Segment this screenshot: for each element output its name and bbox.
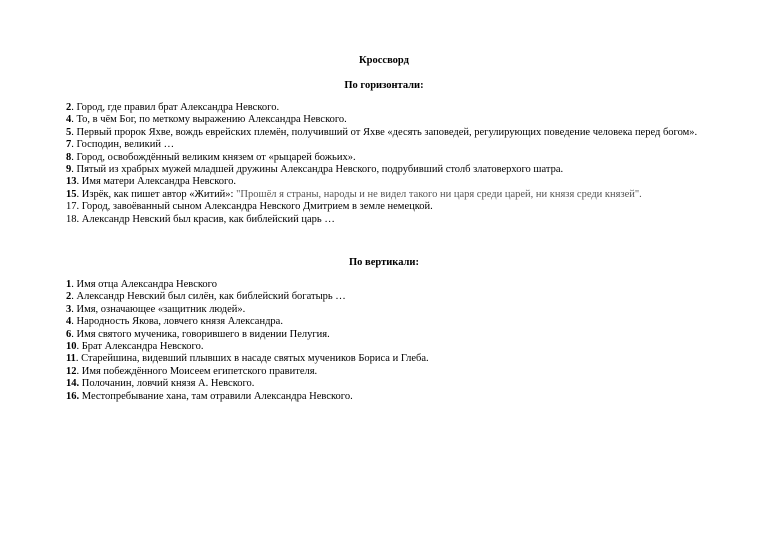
clue-number: 8 <box>66 151 72 163</box>
down-clue <box>66 291 706 303</box>
clue-number: 1 <box>66 279 72 290</box>
across-clue <box>66 176 706 188</box>
clue-number: 13 <box>66 176 77 188</box>
clue-text: . Господин, великий … <box>71 139 175 151</box>
clue-number: 7 <box>66 139 72 151</box>
clue-text: . Город, освобождённый великим князем от «рыцарей божьих». <box>71 151 356 163</box>
down-heading: По вертикали: <box>349 257 419 268</box>
clue-text: . Город, завоёванный сыном Александра Невского Дмитрием в земле немецкой. <box>76 201 433 213</box>
clue-number: 10 <box>66 341 77 353</box>
clue-quote: "Прошёл я страны, народы и не видел такого ни царя среди царей, ни князя среди князей". <box>236 188 642 200</box>
clue-text: . То, в чём Бог, по меткому выражению Александра Невского. <box>71 114 347 126</box>
clue-text: . Старейшина, видевший плывших в насаде святых мучеников Бориса и Глеба. <box>75 353 429 365</box>
across-clue <box>66 102 706 114</box>
clue-number: 3 <box>66 303 72 315</box>
clue-text: . Первый пророк Яхве, вождь еврейских племён, получивший от Яхве «десять заповедей, регулирующих поведение человека перед богом». <box>71 126 698 138</box>
across-heading: По горизонтали: <box>344 80 424 91</box>
clue-text: . Изрёк, как пишет автор «Житий»: <box>76 188 237 200</box>
clue-text: . Брат Александра Невского. <box>76 341 204 353</box>
clue-text: . Имя матери Александра Невского. <box>76 176 236 188</box>
across-clue <box>66 127 706 139</box>
clue-text: . Имя, означающее «защитник людей». <box>71 303 246 315</box>
down-clue <box>66 304 706 316</box>
clue-number: 11 <box>66 353 76 365</box>
clue-number: 15 <box>66 188 77 200</box>
clue-number: 17 <box>66 201 77 213</box>
clue-number: 5 <box>66 126 72 138</box>
down-clue-list <box>66 279 706 403</box>
document-title: Кроссворд <box>359 55 409 66</box>
down-clue <box>66 341 706 353</box>
clue-number: 4 <box>66 114 72 126</box>
down-clue <box>66 353 706 365</box>
clue-number: 4 <box>66 316 72 328</box>
clue-text: Полочанин, ловчий князя А. Невского. <box>79 378 255 390</box>
across-clue-list <box>66 102 706 226</box>
clue-number: 14. <box>66 378 80 390</box>
clue-number: 2 <box>66 291 72 303</box>
clue-number: 18 <box>66 213 77 225</box>
clue-text: . Город, где правил брат Александра Невского. <box>71 102 280 113</box>
across-clue <box>66 114 706 126</box>
down-clue <box>66 279 706 291</box>
clue-number: 16. <box>66 390 80 402</box>
clue-number: 12 <box>66 365 77 377</box>
clue-number: 6 <box>66 328 72 340</box>
down-clue <box>66 391 706 403</box>
clue-number: 2 <box>66 102 72 113</box>
across-clue <box>66 164 706 176</box>
across-clue <box>66 201 706 213</box>
down-clue <box>66 366 706 378</box>
across-clue <box>66 214 706 226</box>
down-clue <box>66 316 706 328</box>
clue-text: . Народность Якова, ловчего князя Александра. <box>71 316 283 328</box>
clue-text: . Имя побеждённого Моисеем египетского правителя. <box>76 365 318 377</box>
clue-text: . Пятый из храбрых мужей младшей дружины Александра Невского, подрубивший столб златоверхого шатра. <box>71 164 564 176</box>
clue-text: . Александр Невский был силён, как библейский богатырь … <box>71 291 346 303</box>
clue-text: . Имя святого мученика, говорившего в видении Пелугия. <box>71 328 330 340</box>
down-clue <box>66 329 706 341</box>
across-clue <box>66 139 706 151</box>
clue-text: . Имя отца Александра Невского <box>71 279 217 290</box>
clue-text: . Александр Невский был красив, как библейский царь … <box>76 213 335 225</box>
clue-text: Местопребывание хана, там отравили Александра Невского. <box>79 390 353 402</box>
across-clue <box>66 152 706 164</box>
across-clue <box>66 189 706 201</box>
down-clue <box>66 378 706 390</box>
clue-number: 9 <box>66 164 72 176</box>
